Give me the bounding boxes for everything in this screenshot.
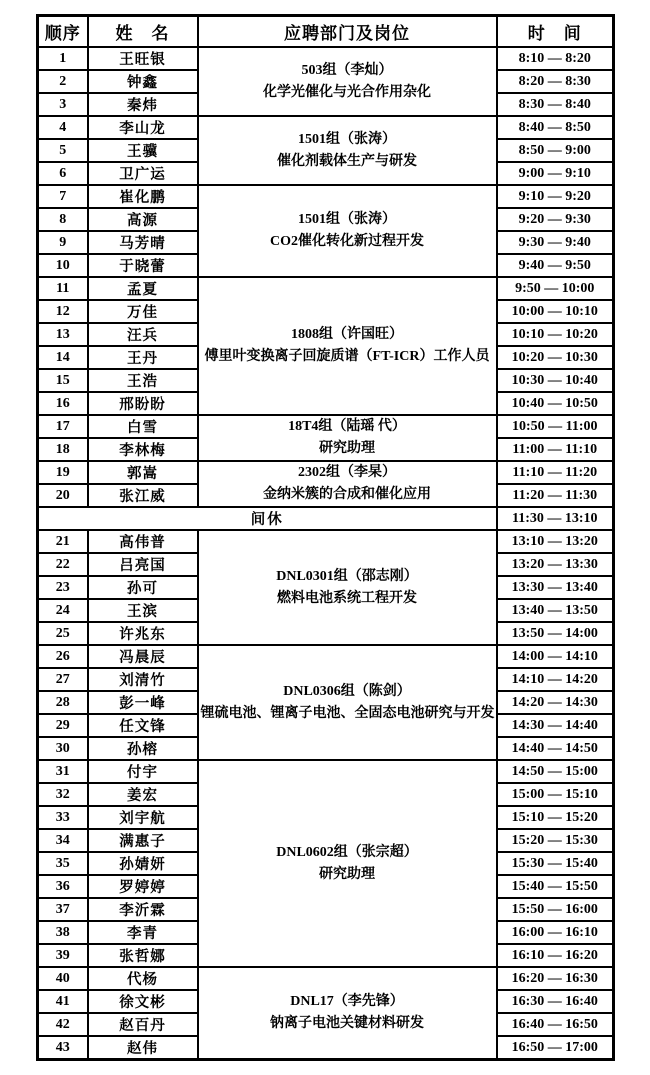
dept-group-label: DNL0602组（张宗超） [276, 844, 418, 860]
order-cell: 12 [38, 300, 88, 323]
order-cell: 5 [38, 139, 88, 162]
time-cell: 13:50 — 14:00 [497, 622, 614, 645]
order-cell: 40 [38, 967, 88, 990]
order-cell: 18 [38, 438, 88, 461]
table-row [38, 530, 614, 553]
table-row [38, 461, 614, 484]
order-cell: 35 [38, 852, 88, 875]
order-cell: 24 [38, 599, 88, 622]
time-cell: 10:10 — 10:20 [497, 323, 614, 346]
time-cell: 10:30 — 10:40 [497, 369, 614, 392]
dept-position-label: 钠离子电池关键材料研发 [270, 1016, 424, 1031]
header-time: 时 间 [497, 16, 614, 48]
time-cell: 16:40 — 16:50 [497, 1013, 614, 1036]
dept-position-label: 锂硫电池、锂离子电池、全固态电池研究与开发 [200, 705, 495, 721]
order-cell: 16 [38, 392, 88, 415]
name-cell: 赵伟 [88, 1036, 198, 1060]
dept-position-label: 化学光催化与光合作用杂化 [263, 84, 431, 100]
name-cell: 王旺银 [88, 47, 198, 70]
order-cell: 20 [38, 484, 88, 507]
name-cell: 李林梅 [88, 438, 198, 461]
dept-group-label: DNL0301组（邵志刚） [276, 568, 418, 584]
name-cell: 任文锋 [88, 714, 198, 737]
name-cell: 卫广运 [88, 162, 198, 185]
order-cell: 41 [38, 990, 88, 1013]
name-cell: 罗婷婷 [88, 875, 198, 898]
name-cell: 刘清竹 [88, 668, 198, 691]
order-cell: 21 [38, 530, 88, 553]
order-cell: 11 [38, 277, 88, 300]
order-cell: 14 [38, 346, 88, 369]
order-cell: 17 [38, 415, 88, 438]
time-cell: 15:40 — 15:50 [497, 875, 614, 898]
order-cell: 23 [38, 576, 88, 599]
dept-position-cell [198, 185, 497, 277]
time-cell: 9:00 — 9:10 [497, 162, 614, 185]
order-cell: 15 [38, 369, 88, 392]
name-cell: 张江威 [88, 484, 198, 507]
order-cell: 33 [38, 806, 88, 829]
order-cell: 37 [38, 898, 88, 921]
time-cell: 14:40 — 14:50 [497, 737, 614, 760]
time-cell: 14:50 — 15:00 [497, 760, 614, 783]
time-cell: 9:40 — 9:50 [497, 254, 614, 277]
order-cell: 9 [38, 231, 88, 254]
order-cell: 8 [38, 208, 88, 231]
dept-position-label: 燃料电池系统工程开发 [277, 590, 417, 606]
name-cell: 冯晨辰 [88, 645, 198, 668]
time-cell: 16:50 — 17:00 [497, 1036, 614, 1060]
dept-group-label: 1501组（张涛） [298, 212, 396, 228]
dept-position-label: CO2催化转化新过程开发 [270, 234, 424, 249]
order-cell: 42 [38, 1013, 88, 1036]
dept-position-cell [198, 415, 497, 461]
time-cell: 14:00 — 14:10 [497, 645, 614, 668]
dept-position-cell [198, 461, 497, 507]
order-cell: 28 [38, 691, 88, 714]
order-cell: 26 [38, 645, 88, 668]
name-cell: 孙榕 [88, 737, 198, 760]
time-cell: 14:30 — 14:40 [497, 714, 614, 737]
name-cell: 代杨 [88, 967, 198, 990]
table-row [38, 47, 614, 70]
dept-position-cell [198, 277, 497, 415]
dept-group-label: 1501组（张涛） [298, 131, 396, 147]
table-row [38, 760, 614, 783]
time-cell: 13:20 — 13:30 [497, 553, 614, 576]
break-time: 11:30 — 13:10 [497, 507, 614, 530]
name-cell: 姜宏 [88, 783, 198, 806]
time-cell: 15:30 — 15:40 [497, 852, 614, 875]
name-cell: 刘宇航 [88, 806, 198, 829]
order-cell: 27 [38, 668, 88, 691]
order-cell: 32 [38, 783, 88, 806]
header-dept-position: 应聘部门及岗位 [198, 16, 497, 48]
name-cell: 满惠子 [88, 829, 198, 852]
dept-position-cell [198, 760, 497, 967]
time-cell: 15:00 — 15:10 [497, 783, 614, 806]
header-name: 姓 名 [88, 16, 198, 48]
time-cell: 9:20 — 9:30 [497, 208, 614, 231]
time-cell: 10:20 — 10:30 [497, 346, 614, 369]
name-cell: 孟夏 [88, 277, 198, 300]
header-row [38, 16, 614, 48]
name-cell: 秦炜 [88, 93, 198, 116]
name-cell: 李山龙 [88, 116, 198, 139]
time-cell: 10:40 — 10:50 [497, 392, 614, 415]
name-cell: 钟鑫 [88, 70, 198, 93]
dept-position-cell [198, 645, 497, 760]
time-cell: 8:20 — 8:30 [497, 70, 614, 93]
dept-group-label: 18T4组（陆瑶 代） [288, 419, 406, 435]
dept-position-cell [198, 116, 497, 185]
table-row [38, 645, 614, 668]
time-cell: 9:10 — 9:20 [497, 185, 614, 208]
dept-position-cell [198, 967, 497, 1060]
order-cell: 6 [38, 162, 88, 185]
dept-position-label: 研究助理 [319, 441, 375, 456]
schedule-table [36, 14, 615, 1061]
order-cell: 25 [38, 622, 88, 645]
time-cell: 16:20 — 16:30 [497, 967, 614, 990]
name-cell: 马芳晴 [88, 231, 198, 254]
name-cell: 邢盼盼 [88, 392, 198, 415]
order-cell: 43 [38, 1036, 88, 1060]
dept-group-label: DNL0306组（陈剑） [283, 683, 411, 699]
time-cell: 13:10 — 13:20 [497, 530, 614, 553]
header-order: 顺序 [38, 16, 88, 48]
order-cell: 13 [38, 323, 88, 346]
name-cell: 徐文彬 [88, 990, 198, 1013]
time-cell: 10:50 — 11:00 [497, 415, 614, 438]
order-cell: 38 [38, 921, 88, 944]
table-row [38, 116, 614, 139]
order-cell: 2 [38, 70, 88, 93]
time-cell: 8:50 — 9:00 [497, 139, 614, 162]
name-cell: 崔化鹏 [88, 185, 198, 208]
time-cell: 16:30 — 16:40 [497, 990, 614, 1013]
table-row [38, 415, 614, 438]
name-cell: 王骥 [88, 139, 198, 162]
name-cell: 于晓蕾 [88, 254, 198, 277]
table-row [38, 185, 614, 208]
time-cell: 11:00 — 11:10 [497, 438, 614, 461]
time-cell: 10:00 — 10:10 [497, 300, 614, 323]
break-label: 间休 [38, 507, 497, 530]
time-cell: 16:10 — 16:20 [497, 944, 614, 967]
name-cell: 许兆东 [88, 622, 198, 645]
name-cell: 万佳 [88, 300, 198, 323]
order-cell: 7 [38, 185, 88, 208]
name-cell: 彭一峰 [88, 691, 198, 714]
name-cell: 汪兵 [88, 323, 198, 346]
table-row [38, 277, 614, 300]
name-cell: 吕亮国 [88, 553, 198, 576]
dept-group-label: 1808组（许国旺） [291, 327, 403, 343]
name-cell: 王丹 [88, 346, 198, 369]
dept-group-label: DNL17（李先锋） [290, 994, 404, 1010]
name-cell: 孙可 [88, 576, 198, 599]
dept-position-label: 研究助理 [319, 866, 375, 882]
order-cell: 19 [38, 461, 88, 484]
time-cell: 15:10 — 15:20 [497, 806, 614, 829]
name-cell: 李青 [88, 921, 198, 944]
name-cell: 张哲娜 [88, 944, 198, 967]
time-cell: 11:10 — 11:20 [497, 461, 614, 484]
time-cell: 14:10 — 14:20 [497, 668, 614, 691]
name-cell: 王滨 [88, 599, 198, 622]
order-cell: 30 [38, 737, 88, 760]
time-cell: 9:30 — 9:40 [497, 231, 614, 254]
table-header [38, 16, 614, 48]
dept-position-cell [198, 47, 497, 116]
order-cell: 39 [38, 944, 88, 967]
time-cell: 11:20 — 11:30 [497, 484, 614, 507]
order-cell: 34 [38, 829, 88, 852]
order-cell: 31 [38, 760, 88, 783]
name-cell: 赵百丹 [88, 1013, 198, 1036]
table-body [38, 47, 614, 1060]
time-cell: 8:10 — 8:20 [497, 47, 614, 70]
time-cell: 8:40 — 8:50 [497, 116, 614, 139]
name-cell: 王浩 [88, 369, 198, 392]
dept-position-label: 金纳米簇的合成和催化应用 [263, 487, 431, 502]
name-cell: 郭嵩 [88, 461, 198, 484]
dept-group-label: 503组（李灿） [301, 62, 393, 78]
name-cell: 付宇 [88, 760, 198, 783]
time-cell: 15:50 — 16:00 [497, 898, 614, 921]
table-row [38, 967, 614, 990]
order-cell: 36 [38, 875, 88, 898]
time-cell: 13:30 — 13:40 [497, 576, 614, 599]
time-cell: 14:20 — 14:30 [497, 691, 614, 714]
name-cell: 高伟普 [88, 530, 198, 553]
order-cell: 10 [38, 254, 88, 277]
name-cell: 白雪 [88, 415, 198, 438]
dept-position-label: 傅里叶变换离子回旋质谱（FT-ICR）工作人员 [204, 349, 490, 364]
name-cell: 高源 [88, 208, 198, 231]
time-cell: 16:00 — 16:10 [497, 921, 614, 944]
name-cell: 孙婧妍 [88, 852, 198, 875]
time-cell: 15:20 — 15:30 [497, 829, 614, 852]
order-cell: 29 [38, 714, 88, 737]
order-cell: 4 [38, 116, 88, 139]
time-cell: 9:50 — 10:00 [497, 277, 614, 300]
dept-position-label: 催化剂载体生产与研发 [277, 153, 417, 169]
dept-group-label: 2302组（李杲） [298, 465, 396, 481]
order-cell: 1 [38, 47, 88, 70]
time-cell: 8:30 — 8:40 [497, 93, 614, 116]
order-cell: 22 [38, 553, 88, 576]
name-cell: 李沂霖 [88, 898, 198, 921]
break-row [38, 507, 614, 530]
dept-position-cell [198, 530, 497, 645]
order-cell: 3 [38, 93, 88, 116]
time-cell: 13:40 — 13:50 [497, 599, 614, 622]
